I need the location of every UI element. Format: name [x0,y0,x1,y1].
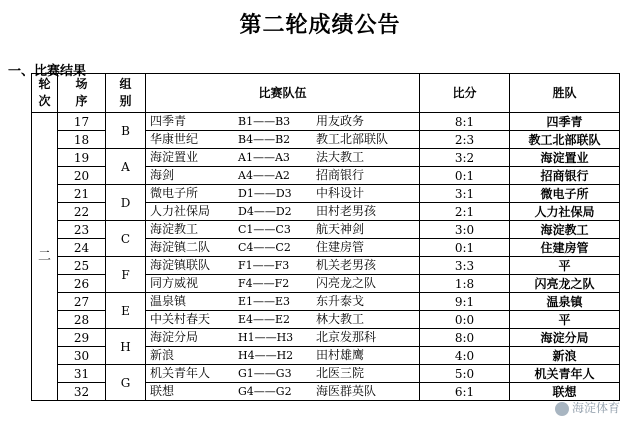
winner-cell: 住建房管 [510,239,620,257]
header-teams: 比赛队伍 [146,74,420,113]
page-title: 第二轮成绩公告 [239,13,401,38]
score-cell: 3:2 [420,149,510,167]
teams-cell [146,347,420,365]
score-cell: 8:1 [420,113,510,131]
matchup-code: G4——G2 [238,385,292,398]
matchup-code: E1——E3 [238,295,291,308]
team-b: 教工北部联队 [316,132,389,146]
match-number: 25 [58,257,106,275]
team-a: 微电子所 [150,186,199,200]
team-a: 海淀分局 [150,330,199,344]
table-row [32,293,620,311]
team-b: 住建房管 [316,240,365,254]
winner-cell: 新浪 [510,347,620,365]
teams-cell [146,167,420,185]
header-score: 比分 [420,74,510,113]
group-cell: F [106,257,146,293]
winner-cell: 微电子所 [510,185,620,203]
score-cell: 0:0 [420,311,510,329]
group-cell: D [106,185,146,221]
team-a: 同方威视 [150,276,199,290]
team-b: 机关老男孩 [316,258,377,272]
match-number: 28 [58,311,106,329]
match-number: 32 [58,383,106,401]
table-row [32,365,620,383]
team-a: 海淀教工 [150,222,199,236]
table-row [32,221,620,239]
match-number: 17 [58,113,106,131]
score-cell: 3:3 [420,257,510,275]
teams-cell [146,365,420,383]
team-a: 华康世纪 [150,132,199,146]
match-number: 26 [58,275,106,293]
team-a: 温泉镇 [150,294,187,308]
matchup-code: F4——F2 [238,277,290,290]
wechat-icon [555,402,569,416]
team-a: 海剑 [150,168,175,182]
team-b: 田村雄鹰 [316,348,365,362]
team-b: 田村老男孩 [316,204,377,218]
score-cell: 0:1 [420,239,510,257]
team-a: 人力社保局 [150,204,211,218]
table-row [32,185,620,203]
match-number: 29 [58,329,106,347]
team-a: 联想 [150,384,175,398]
group-cell: H [106,329,146,365]
match-number: 20 [58,167,106,185]
team-b: 东升泰戈 [316,294,365,308]
score-cell: 3:0 [420,221,510,239]
matchup-code: C4——C2 [238,241,291,254]
winner-cell: 招商银行 [510,167,620,185]
teams-cell [146,257,420,275]
match-number: 22 [58,203,106,221]
winner-cell: 海淀置业 [510,149,620,167]
score-cell: 1:8 [420,275,510,293]
section-heading: 一、比赛结果 [8,64,87,79]
matchup-code: C1——C3 [238,223,291,236]
matchup-code: B4——B2 [238,133,291,146]
score-cell: 5:0 [420,365,510,383]
team-b: 中科设计 [316,186,365,200]
score-cell: 2:1 [420,203,510,221]
teams-cell [146,293,420,311]
results-table [31,73,620,401]
score-cell: 0:1 [420,167,510,185]
match-number: 23 [58,221,106,239]
winner-cell: 教工北部联队 [510,131,620,149]
teams-cell [146,149,420,167]
winner-cell: 平 [510,257,620,275]
team-a: 中关村春天 [150,312,211,326]
match-number: 21 [58,185,106,203]
team-b: 林大教工 [316,312,365,326]
team-a: 四季青 [150,114,187,128]
score-cell: 2:3 [420,131,510,149]
table-row [32,149,620,167]
matchup-code: H4——H2 [238,349,294,362]
winner-cell: 海淀教工 [510,221,620,239]
match-number: 30 [58,347,106,365]
score-cell: 8:0 [420,329,510,347]
teams-cell [146,329,420,347]
group-cell: E [106,293,146,329]
match-number: 31 [58,365,106,383]
header-round: 轮 次 [32,74,58,113]
group-cell: G [106,365,146,401]
matchup-code: F1——F3 [238,259,290,272]
matchup-code: D4——D2 [238,205,292,218]
score-cell: 3:1 [420,185,510,203]
score-cell: 6:1 [420,383,510,401]
header-match: 场 序 [58,74,106,113]
team-a: 新浪 [150,348,175,362]
teams-cell [146,131,420,149]
winner-cell: 海淀分局 [510,329,620,347]
team-b: 法大教工 [316,150,365,164]
group-cell: A [106,149,146,185]
winner-cell: 闪亮龙之队 [510,275,620,293]
table-row [32,329,620,347]
winner-cell: 温泉镇 [510,293,620,311]
teams-cell [146,113,420,131]
matchup-code: H1——H3 [238,331,294,344]
matchup-code: G1——G3 [238,367,292,380]
header-winner: 胜队 [510,74,620,113]
team-b: 北医三院 [316,366,365,380]
team-b: 招商银行 [316,168,365,182]
teams-cell [146,221,420,239]
teams-cell [146,275,420,293]
team-a: 海淀置业 [150,150,199,164]
match-number: 18 [58,131,106,149]
match-number: 19 [58,149,106,167]
team-b: 北京发那科 [316,330,377,344]
winner-cell: 四季青 [510,113,620,131]
team-b: 航天神剑 [316,222,365,236]
winner-cell: 机关青年人 [510,365,620,383]
teams-cell [146,383,420,401]
matchup-code: A4——A2 [238,169,290,182]
team-b: 用友政务 [316,114,365,128]
match-number: 27 [58,293,106,311]
teams-cell [146,203,420,221]
matchup-code: E4——E2 [238,313,291,326]
score-cell: 9:1 [420,293,510,311]
score-cell: 4:0 [420,347,510,365]
match-number: 24 [58,239,106,257]
group-cell: C [106,221,146,257]
teams-cell [146,311,420,329]
team-b: 闪亮龙之队 [316,276,377,290]
table-row [32,113,620,131]
teams-cell [146,185,420,203]
winner-cell: 联想 [510,383,620,401]
team-a: 机关青年人 [150,366,211,380]
team-b: 海医群英队 [316,384,377,398]
matchup-code: A1——A3 [238,151,290,164]
team-a: 海淀镇二队 [150,240,211,254]
winner-cell: 平 [510,311,620,329]
header-group: 组 别 [106,74,146,113]
table-header-row [32,74,620,113]
teams-cell [146,239,420,257]
winner-cell: 人力社保局 [510,203,620,221]
matchup-code: B1——B3 [238,115,291,128]
team-a: 海淀镇联队 [150,258,211,272]
table-row [32,257,620,275]
matchup-code: D1——D3 [238,187,292,200]
watermark: 海淀体育 [555,399,620,416]
group-cell: B [106,113,146,149]
round-cell: 二 [32,113,58,401]
